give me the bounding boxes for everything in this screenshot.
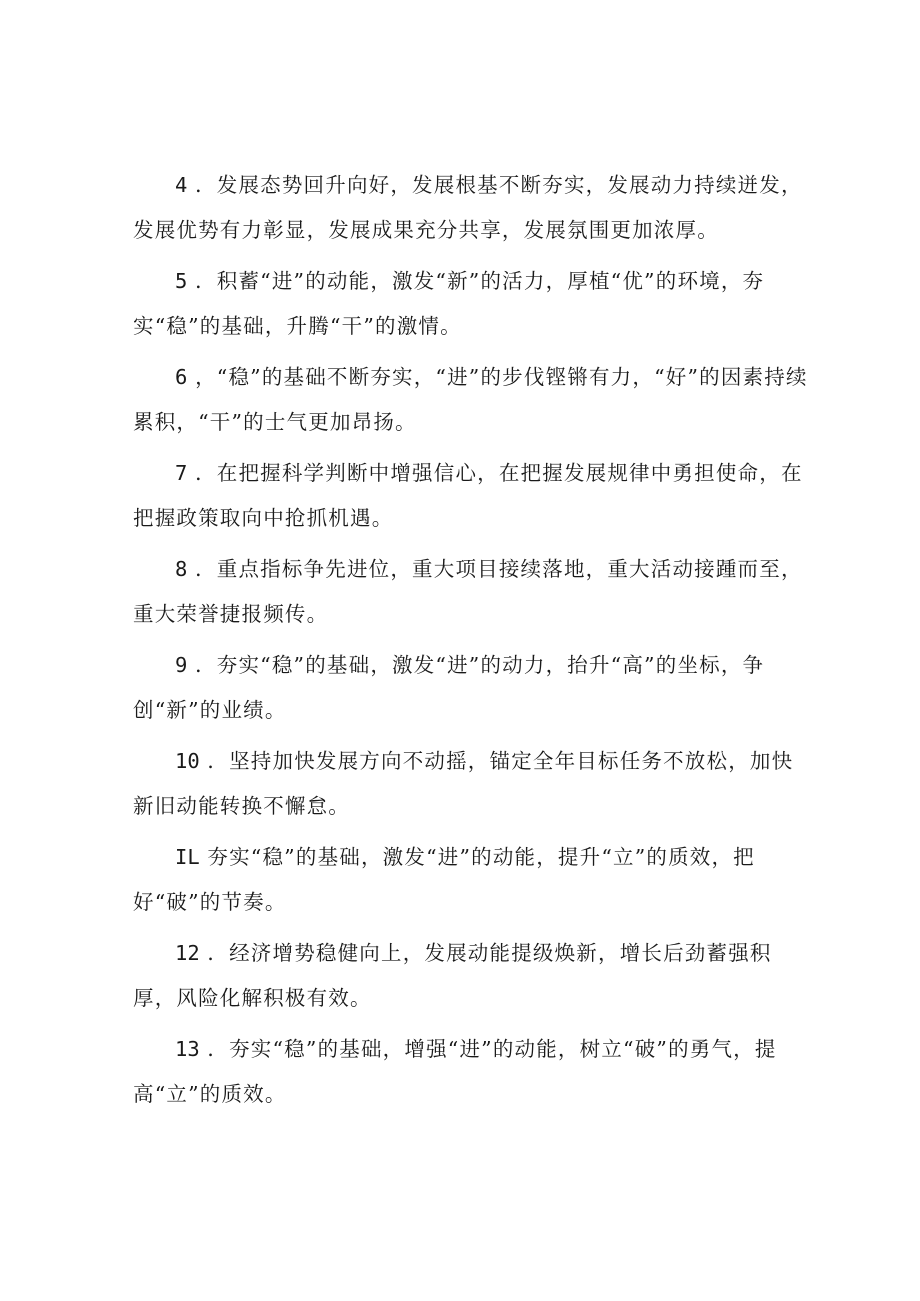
list-item (133, 259, 809, 349)
item-number: 12 (175, 941, 200, 965)
list-item (133, 163, 809, 253)
list-item (133, 739, 809, 829)
item-number: 9 (175, 653, 188, 677)
list-item (133, 835, 809, 925)
list-item (133, 1027, 809, 1117)
numbered-list (133, 163, 809, 1123)
item-text: ．经济增势稳健向上，发展动能提级焕新，增长后劲蓄强积厚，风险化解积极有效。 (133, 941, 772, 1010)
item-number: 4 (175, 173, 188, 197)
list-item (133, 451, 809, 541)
list-item (133, 355, 809, 445)
list-item (133, 547, 809, 637)
item-text: ．发展态势回升向好，发展根基不断夯实，发展动力持续迸发，发展优势有力彰显，发展成果充分共享，发展氛围更加浓厚。 (133, 173, 803, 242)
item-number: 10 (175, 749, 200, 773)
item-number: 8 (175, 557, 188, 581)
item-number: 7 (175, 461, 188, 485)
item-text: ．重点指标争先进位，重大项目接续落地，重大活动接踵而至，重大荣誉捷报频传。 (133, 557, 803, 626)
item-text: ．夯实“稳”的基础，激发“进”的动力，抬升“高”的坐标，争创“新”的业绩。 (133, 653, 765, 722)
list-item (133, 931, 809, 1021)
item-text: ．在把握科学判断中增强信心，在把握发展规律中勇担使命，在把握政策取向中抢抓机遇。 (133, 461, 803, 530)
item-number: 6 (175, 365, 188, 389)
item-text: ．夯实“稳”的基础，增强“进”的动能，树立“破”的勇气，提高“立”的质效。 (133, 1037, 777, 1106)
item-text: 夯实“稳”的基础，激发“进”的动能，提升“立”的质效，把好“破”的节奏。 (133, 845, 755, 914)
item-number: 13 (175, 1037, 200, 1061)
item-text: ．积蓄“进”的动能，激发“新”的活力，厚植“优”的环境，夯实“稳”的基础，升腾“干”的激情。 (133, 269, 765, 338)
item-text: ．坚持加快发展方向不动摇，锚定全年目标任务不放松，加快新旧动能转换不懈怠。 (133, 749, 794, 818)
item-number: IL (175, 845, 200, 869)
item-number: 5 (175, 269, 188, 293)
item-text: ，“稳”的基础不断夯实，“进”的步伐铿锵有力，“好”的因素持续累积，“干”的士气更加昂扬。 (133, 365, 808, 434)
list-item (133, 643, 809, 733)
